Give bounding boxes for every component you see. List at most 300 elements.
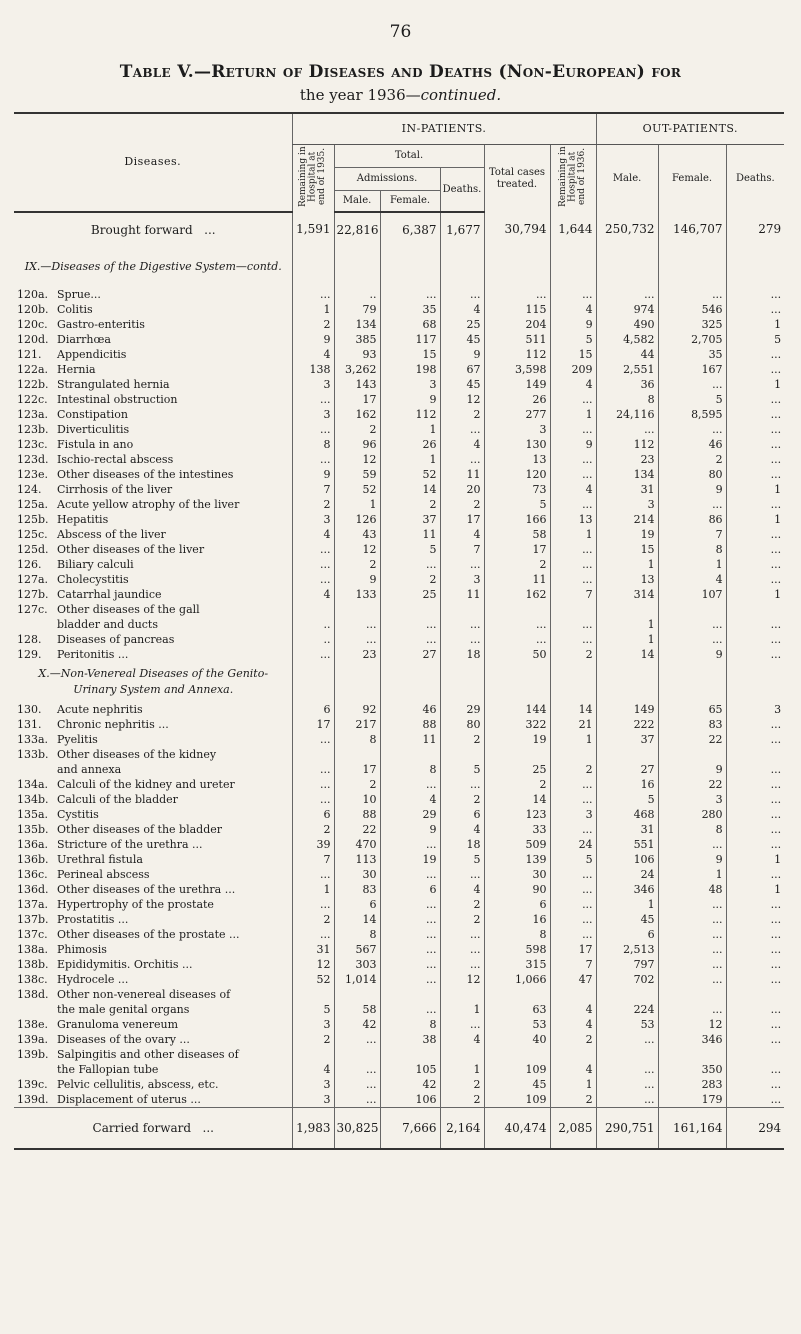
value-cell: 4: [292, 347, 334, 362]
value-cell: 38: [380, 1032, 440, 1047]
value-cell: ...: [658, 927, 726, 942]
value-cell: 5: [380, 542, 440, 557]
value-cell: ...: [658, 972, 726, 987]
value-cell: [440, 602, 484, 617]
header-in-deaths: Deaths.: [440, 168, 484, 213]
table-row: [14, 557, 784, 572]
header-inpatients: IN-PATIENTS.: [292, 113, 596, 145]
value-cell: 149: [484, 377, 550, 392]
disease-name-cell: [14, 542, 292, 557]
value-cell: ...: [334, 1032, 380, 1047]
disease-name: Perineal abscess: [57, 868, 150, 881]
table-row: [14, 542, 784, 557]
value-cell: ...: [292, 777, 334, 792]
value-cell: 58: [334, 1002, 380, 1017]
cf-cell: 2,085: [550, 1108, 596, 1150]
value-cell: 546: [658, 302, 726, 317]
disease-name: Abscess of the liver: [57, 528, 166, 541]
value-cell: 21: [550, 717, 596, 732]
brought-forward-text: Brought forward: [90, 222, 193, 237]
value-cell: 5: [440, 852, 484, 867]
value-cell: 23: [596, 452, 658, 467]
value-cell: 47: [550, 972, 596, 987]
value-cell: 52: [292, 972, 334, 987]
value-cell: 2: [380, 497, 440, 512]
value-cell: ...: [440, 867, 484, 882]
disease-name-cell: [14, 1047, 292, 1062]
value-cell: ...: [440, 1017, 484, 1032]
value-cell: ...: [726, 897, 784, 912]
value-cell: 133: [334, 587, 380, 602]
disease-name-cell: [14, 1002, 292, 1017]
value-cell: 68: [380, 317, 440, 332]
value-cell: ...: [658, 912, 726, 927]
value-cell: 8: [334, 732, 380, 747]
table-row: [14, 617, 784, 632]
disease-name-cell: [14, 332, 292, 347]
value-cell: 18: [440, 837, 484, 852]
value-cell: 6: [484, 897, 550, 912]
disease-code: 139c.: [17, 1078, 48, 1091]
disease-name: Urethral fistula: [57, 853, 143, 866]
disease-name: Hernia: [57, 363, 96, 376]
value-cell: 19: [380, 852, 440, 867]
table-row: [14, 512, 784, 527]
value-cell: ...: [440, 422, 484, 437]
section-ix-heading: IX.—Diseases of the Digestive System—contd.: [24, 260, 282, 273]
value-cell: 1: [658, 557, 726, 572]
disease-name: Cystitis: [57, 808, 99, 821]
value-cell: ...: [550, 572, 596, 587]
value-cell: 4: [550, 302, 596, 317]
value-cell: 123: [484, 807, 550, 822]
disease-name-cell: [14, 647, 292, 662]
value-cell: [726, 602, 784, 617]
value-cell: ...: [292, 392, 334, 407]
disease-name-cell: [14, 912, 292, 927]
value-cell: ...: [726, 392, 784, 407]
value-cell: 179: [658, 1092, 726, 1108]
value-cell: 5: [596, 792, 658, 807]
disease-code: 134a.: [17, 778, 49, 791]
disease-code: 134b.: [17, 793, 49, 806]
value-cell: 224: [596, 1002, 658, 1017]
value-cell: ...: [658, 377, 726, 392]
value-cell: ...: [726, 927, 784, 942]
value-cell: 1: [334, 497, 380, 512]
value-cell: 5: [550, 852, 596, 867]
value-cell: ...: [550, 467, 596, 482]
header-remaining-1936: [550, 145, 596, 213]
value-cell: [726, 1047, 784, 1062]
disease-name-cell: [14, 1017, 292, 1032]
value-cell: 105: [380, 1062, 440, 1077]
value-cell: 139: [484, 852, 550, 867]
value-cell: 5: [726, 332, 784, 347]
value-cell: 14: [334, 912, 380, 927]
carried-forward-row: [14, 1108, 784, 1150]
value-cell: 598: [484, 942, 550, 957]
value-cell: 17: [334, 392, 380, 407]
value-cell: 25: [440, 317, 484, 332]
value-cell: ...: [726, 972, 784, 987]
subtitle-continued: —continued.: [405, 86, 502, 104]
value-cell: 18: [440, 647, 484, 662]
value-cell: ...: [596, 1077, 658, 1092]
table-row: [14, 1032, 784, 1047]
disease-name-cell: [14, 762, 292, 777]
table-row: [14, 1077, 784, 1092]
value-cell: 2: [380, 572, 440, 587]
disease-code: 121.: [17, 348, 42, 361]
value-cell: 11: [440, 587, 484, 602]
value-cell: 2: [292, 1032, 334, 1047]
disease-code: 120a.: [17, 288, 49, 301]
header-total-treated: Total cases treated.: [484, 145, 550, 213]
value-cell: 30: [334, 867, 380, 882]
table-row: [14, 527, 784, 542]
value-cell: ...: [726, 822, 784, 837]
value-cell: 9: [292, 467, 334, 482]
disease-name: Acute yellow atrophy of the liver: [57, 498, 240, 511]
value-cell: ...: [596, 1062, 658, 1077]
value-cell: 280: [658, 807, 726, 822]
table-row: [14, 972, 784, 987]
disease-code: 138b.: [17, 958, 49, 971]
value-cell: ...: [440, 557, 484, 572]
disease-name: Cholecystitis: [57, 573, 129, 586]
disease-name: Stricture of the urethra ...: [57, 838, 203, 851]
table-row: [14, 1062, 784, 1077]
value-cell: 12: [334, 542, 380, 557]
value-cell: ...: [440, 617, 484, 632]
table-row: [14, 777, 784, 792]
value-cell: ...: [726, 542, 784, 557]
value-cell: ...: [334, 632, 380, 647]
table-row: [14, 422, 784, 437]
value-cell: 1: [550, 1077, 596, 1092]
table-row: [14, 912, 784, 927]
value-cell: 1: [726, 512, 784, 527]
disease-name: Other diseases of the prostate ...: [57, 928, 240, 941]
value-cell: ...: [726, 302, 784, 317]
value-cell: 5: [440, 762, 484, 777]
value-cell: 50: [484, 647, 550, 662]
value-cell: 2: [440, 1092, 484, 1108]
value-cell: 130: [484, 437, 550, 452]
value-cell: 3: [292, 512, 334, 527]
disease-name: Fistula in ano: [57, 438, 134, 451]
disease-code: 133b.: [17, 748, 49, 761]
value-cell: ...: [596, 287, 658, 302]
value-cell: 14: [550, 702, 596, 717]
value-cell: ...: [550, 897, 596, 912]
header-remaining-1935-label: Remaining in Hospital at end of 1935.: [297, 146, 327, 208]
value-cell: 40: [484, 1032, 550, 1047]
disease-name-cell: [14, 377, 292, 392]
disease-name-cell: [14, 602, 292, 617]
value-cell: 1: [726, 317, 784, 332]
value-cell: 88: [380, 717, 440, 732]
cf-cell: 30,825: [334, 1108, 380, 1150]
value-cell: ...: [550, 777, 596, 792]
table-row: [14, 602, 784, 617]
table-body: [14, 212, 784, 1149]
value-cell: 4: [292, 587, 334, 602]
value-cell: 13: [550, 512, 596, 527]
disease-name: Colitis: [57, 303, 93, 316]
value-cell: 93: [334, 347, 380, 362]
value-cell: 4: [550, 1017, 596, 1032]
value-cell: ...: [726, 1062, 784, 1077]
disease-name-cell: [14, 897, 292, 912]
value-cell: [596, 1047, 658, 1062]
disease-code: 120d.: [17, 333, 49, 346]
value-cell: [440, 1047, 484, 1062]
table-row: [14, 332, 784, 347]
header-diseases: [14, 113, 292, 212]
table-row: [14, 957, 784, 972]
value-cell: ...: [292, 867, 334, 882]
bf-cell: 1,591: [292, 212, 334, 247]
value-cell: 33: [484, 822, 550, 837]
value-cell: 63: [484, 1002, 550, 1017]
disease-name: the Fallopian tube: [57, 1063, 159, 1076]
carried-forward-label: [14, 1108, 292, 1150]
disease-code: 139b.: [17, 1048, 49, 1061]
value-cell: ...: [726, 497, 784, 512]
value-cell: ...: [658, 897, 726, 912]
value-cell: ...: [380, 287, 440, 302]
value-cell: ...: [726, 362, 784, 377]
table-row: [14, 852, 784, 867]
value-cell: 65: [658, 702, 726, 717]
disease-name: bladder and ducts: [57, 618, 158, 631]
value-cell: 106: [380, 1092, 440, 1108]
disease-name-cell: [14, 852, 292, 867]
value-cell: 3,262: [334, 362, 380, 377]
value-cell: 6: [292, 807, 334, 822]
bf-cell: 6,387: [380, 212, 440, 247]
disease-name: Appendicitis: [57, 348, 127, 361]
value-cell: [440, 987, 484, 1002]
value-cell: 2: [658, 452, 726, 467]
value-cell: 120: [484, 467, 550, 482]
value-cell: 26: [484, 392, 550, 407]
disease-name: Other diseases of the liver: [57, 543, 205, 556]
value-cell: 3: [292, 1092, 334, 1108]
value-cell: ...: [334, 1062, 380, 1077]
value-cell: ...: [726, 437, 784, 452]
table-row: [14, 377, 784, 392]
value-cell: 12: [440, 972, 484, 987]
disease-name-cell: [14, 497, 292, 512]
value-cell: 7: [658, 527, 726, 542]
value-cell: 144: [484, 702, 550, 717]
header-out-male: Male.: [596, 145, 658, 213]
value-cell: 204: [484, 317, 550, 332]
value-cell: [658, 1047, 726, 1062]
value-cell: [334, 1047, 380, 1062]
disease-name: Granuloma venereum: [57, 1018, 178, 1031]
value-cell: 115: [484, 302, 550, 317]
value-cell: 509: [484, 837, 550, 852]
disease-name: the male genital organs: [57, 1003, 190, 1016]
value-cell: [484, 987, 550, 1002]
value-cell: [726, 747, 784, 762]
disease-name-cell: [14, 957, 292, 972]
value-cell: ...: [726, 347, 784, 362]
disease-code: 129.: [17, 648, 42, 661]
bf-cell: 279: [726, 212, 784, 247]
value-cell: 11: [380, 527, 440, 542]
value-cell: [550, 1047, 596, 1062]
disease-code: 123b.: [17, 423, 49, 436]
value-cell: 1: [596, 897, 658, 912]
value-cell: 45: [596, 912, 658, 927]
value-cell: 1: [550, 732, 596, 747]
cf-cell: 2,164: [440, 1108, 484, 1150]
value-cell: 109: [484, 1092, 550, 1108]
value-cell: 5: [550, 332, 596, 347]
value-cell: 2: [440, 407, 484, 422]
value-cell: 31: [596, 482, 658, 497]
disease-code: 131.: [17, 718, 42, 731]
value-cell: 12: [292, 957, 334, 972]
value-cell: 12: [334, 452, 380, 467]
brought-forward-row: [14, 212, 784, 247]
value-cell: 3: [440, 572, 484, 587]
value-cell: 22: [658, 732, 726, 747]
value-cell: ...: [596, 422, 658, 437]
disease-name: Other diseases of the gall: [57, 603, 200, 616]
disease-name: Diarrhœa: [57, 333, 111, 346]
disease-code: 135b.: [17, 823, 49, 836]
value-cell: 80: [440, 717, 484, 732]
bf-cell: 1,677: [440, 212, 484, 247]
disease-name-cell: [14, 867, 292, 882]
header-remaining-1936-label: Remaining in Hospital at end of 1936.: [557, 146, 587, 208]
value-cell: ...: [550, 617, 596, 632]
value-cell: 1: [726, 377, 784, 392]
disease-name: Phimosis: [57, 943, 107, 956]
value-cell: [380, 1047, 440, 1062]
value-cell: [550, 602, 596, 617]
value-cell: 11: [380, 732, 440, 747]
disease-name-cell: [14, 807, 292, 822]
value-cell: 13: [596, 572, 658, 587]
disease-name: Diseases of the ovary ...: [57, 1033, 190, 1046]
value-cell: 1: [726, 852, 784, 867]
value-cell: ...: [726, 1077, 784, 1092]
value-cell: 96: [334, 437, 380, 452]
value-cell: 42: [380, 1077, 440, 1092]
value-cell: [484, 602, 550, 617]
value-cell: 88: [334, 807, 380, 822]
value-cell: ...: [292, 762, 334, 777]
table-row: [14, 702, 784, 717]
disease-code: 139a.: [17, 1033, 49, 1046]
disease-code: 138e.: [17, 1018, 49, 1031]
value-cell: 974: [596, 302, 658, 317]
value-cell: 19: [596, 527, 658, 542]
value-cell: 112: [380, 407, 440, 422]
table-row: [14, 1017, 784, 1032]
value-cell: 6: [292, 702, 334, 717]
table-row: [14, 792, 784, 807]
value-cell: ...: [550, 422, 596, 437]
value-cell: ...: [726, 287, 784, 302]
value-cell: 134: [334, 317, 380, 332]
disease-code: 130.: [17, 703, 42, 716]
value-cell: ...: [726, 617, 784, 632]
value-cell: 86: [658, 512, 726, 527]
value-cell: 24,116: [596, 407, 658, 422]
disease-code: 123a.: [17, 408, 49, 421]
bf-cell: 1,644: [550, 212, 596, 247]
disease-code: 136c.: [17, 868, 48, 881]
value-cell: [550, 747, 596, 762]
disease-name: Displacement of uterus ...: [57, 1093, 201, 1106]
value-cell: [334, 987, 380, 1002]
value-cell: 112: [484, 347, 550, 362]
value-cell: 79: [334, 302, 380, 317]
table-row: [14, 1047, 784, 1062]
header-remaining-1935: [292, 145, 334, 213]
value-cell: 90: [484, 882, 550, 897]
value-cell: ...: [726, 777, 784, 792]
value-cell: [334, 747, 380, 762]
value-cell: 25: [380, 587, 440, 602]
value-cell: ...: [658, 497, 726, 512]
value-cell: 2: [334, 777, 380, 792]
value-cell: 4: [440, 882, 484, 897]
value-cell: ...: [380, 897, 440, 912]
value-cell: ...: [292, 897, 334, 912]
value-cell: 2: [440, 1077, 484, 1092]
value-cell: 198: [380, 362, 440, 377]
subtitle-year: the year 1936: [299, 86, 406, 104]
value-cell: 48: [658, 882, 726, 897]
value-cell: ...: [334, 1077, 380, 1092]
value-cell: 567: [334, 942, 380, 957]
value-cell: 15: [380, 347, 440, 362]
value-cell: ...: [292, 542, 334, 557]
value-cell: 8: [334, 927, 380, 942]
value-cell: 217: [334, 717, 380, 732]
value-cell: ...: [550, 867, 596, 882]
table-row: [14, 807, 784, 822]
disease-name-cell: [14, 527, 292, 542]
value-cell: 2: [550, 1032, 596, 1047]
disease-name-cell: [14, 617, 292, 632]
value-cell: ...: [550, 822, 596, 837]
disease-name: Calculi of the kidney and ureter: [57, 778, 235, 791]
disease-name: Constipation: [57, 408, 128, 421]
disease-code: 123e.: [17, 468, 49, 481]
value-cell: ...: [292, 557, 334, 572]
disease-name-cell: [14, 302, 292, 317]
disease-name-cell: [14, 317, 292, 332]
disease-code: 136b.: [17, 853, 49, 866]
disease-name-cell: [14, 362, 292, 377]
value-cell: ...: [726, 792, 784, 807]
value-cell: 797: [596, 957, 658, 972]
table-row: [14, 747, 784, 762]
value-cell: 113: [334, 852, 380, 867]
value-cell: ...: [726, 807, 784, 822]
disease-code: 122a.: [17, 363, 49, 376]
